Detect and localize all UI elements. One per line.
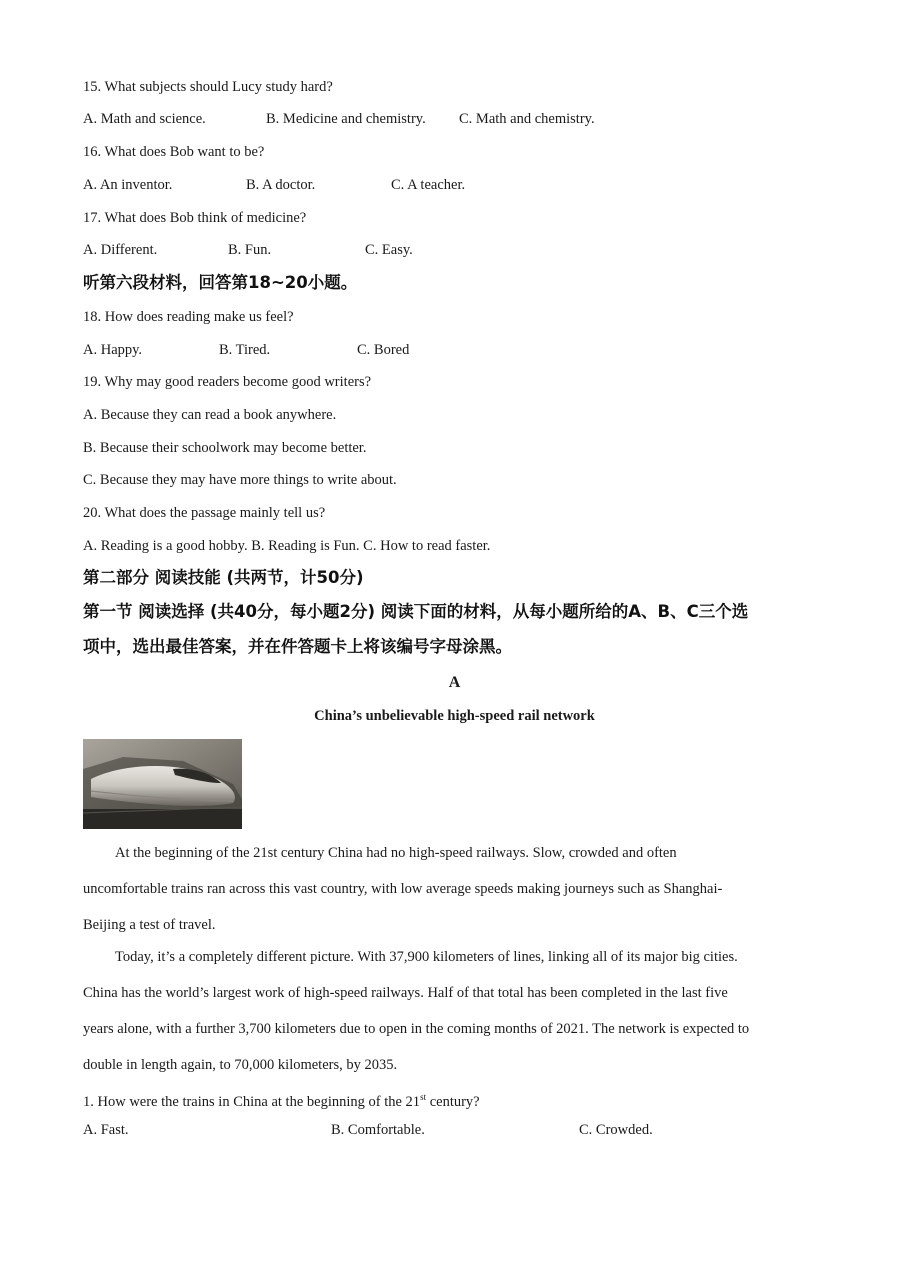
question-15: 15. What subjects should Lucy study hard? (83, 79, 333, 95)
train-illustration (83, 739, 242, 829)
section6-heading: 听第六段材料，回答第18~20小题。 (83, 273, 358, 292)
q17-option-b: B. Fun. (228, 242, 272, 258)
q16-option-a: A. An inventor. (83, 177, 173, 193)
q18-option-c: C. Bored (357, 342, 410, 358)
high-speed-train-photo (83, 739, 242, 829)
q17-option-c: C. Easy. (365, 242, 413, 258)
question-1 (83, 1087, 480, 1112)
part2-heading: 第二部分 阅读技能 (共两节，计50分) (83, 568, 364, 587)
paragraph2-line2: China has the world’s largest work of high-speed railways. Half of that total has been completed in the last five (83, 985, 728, 1001)
q15-option-c: C. Math and chemistry. (459, 111, 595, 127)
question-20: 20. What does the passage mainly tell us? (83, 505, 326, 521)
paragraph1-line2: uncomfortable trains ran across this vast country, with low average speeds making journeys such as Shanghai- (83, 881, 723, 897)
section1-heading-line1: 第一节 阅读选择 (共40分，每小题2分) 阅读下面的材料，从每小题所给的A、B、C三个选 (83, 602, 749, 621)
paragraph2-line1: Today, it’s a completely different picture. With 37,900 kilometers of lines, linking all of its major big cities. (115, 949, 738, 965)
section1-heading-line2: 项中，选出最佳答案，并在件答题卡上将该编号字母涂黑。 (83, 637, 512, 656)
q16-option-b: B. A doctor. (246, 177, 316, 193)
q15-option-a: A. Math and science. (83, 111, 206, 127)
q19-option-b: B. Because their schoolwork may become better. (83, 440, 367, 456)
q17-option-a: A. Different. (83, 242, 158, 258)
q18-option-a: A. Happy. (83, 342, 143, 358)
question-1-text-end: century? (426, 1093, 480, 1110)
question-1-text: 1. How were the trains in China at the beginning of the 21 (83, 1093, 421, 1110)
q19-option-c: C. Because they may have more things to write about. (83, 472, 397, 488)
q1-option-a: A. Fast. (83, 1122, 129, 1138)
q18-option-b: B. Tired. (219, 342, 271, 358)
paragraph1-line3: Beijing a test of travel. (83, 917, 216, 933)
paragraph2-line4: double in length again, to 70,000 kilometers, by 2035. (83, 1057, 398, 1073)
q15-option-b: B. Medicine and chemistry. (266, 111, 426, 127)
q19-option-a: A. Because they can read a book anywhere. (83, 407, 337, 423)
q16-option-c: C. A teacher. (391, 177, 466, 193)
q1-option-c: C. Crowded. (579, 1122, 653, 1138)
question-17: 17. What does Bob think of medicine? (83, 210, 307, 226)
question-16: 16. What does Bob want to be? (83, 144, 265, 160)
question-19: 19. Why may good readers become good writers? (83, 374, 372, 390)
q1-option-b: B. Comfortable. (331, 1122, 425, 1138)
paragraph2-line3: years alone, with a further 3,700 kilometers due to open in the coming months of 2021. The network is expected to (83, 1021, 750, 1037)
question-18: 18. How does reading make us feel? (83, 309, 294, 325)
paragraph1-line1: At the beginning of the 21st century China had no high-speed railways. Slow, crowded and often (115, 845, 677, 861)
passage-letter: A (448, 674, 461, 691)
passage-title: China’s unbelievable high-speed rail network (314, 708, 595, 724)
q20-options: A. Reading is a good hobby. B. Reading is Fun. C. How to read faster. (83, 538, 491, 554)
question-1-superscript: st (420, 1092, 427, 1102)
